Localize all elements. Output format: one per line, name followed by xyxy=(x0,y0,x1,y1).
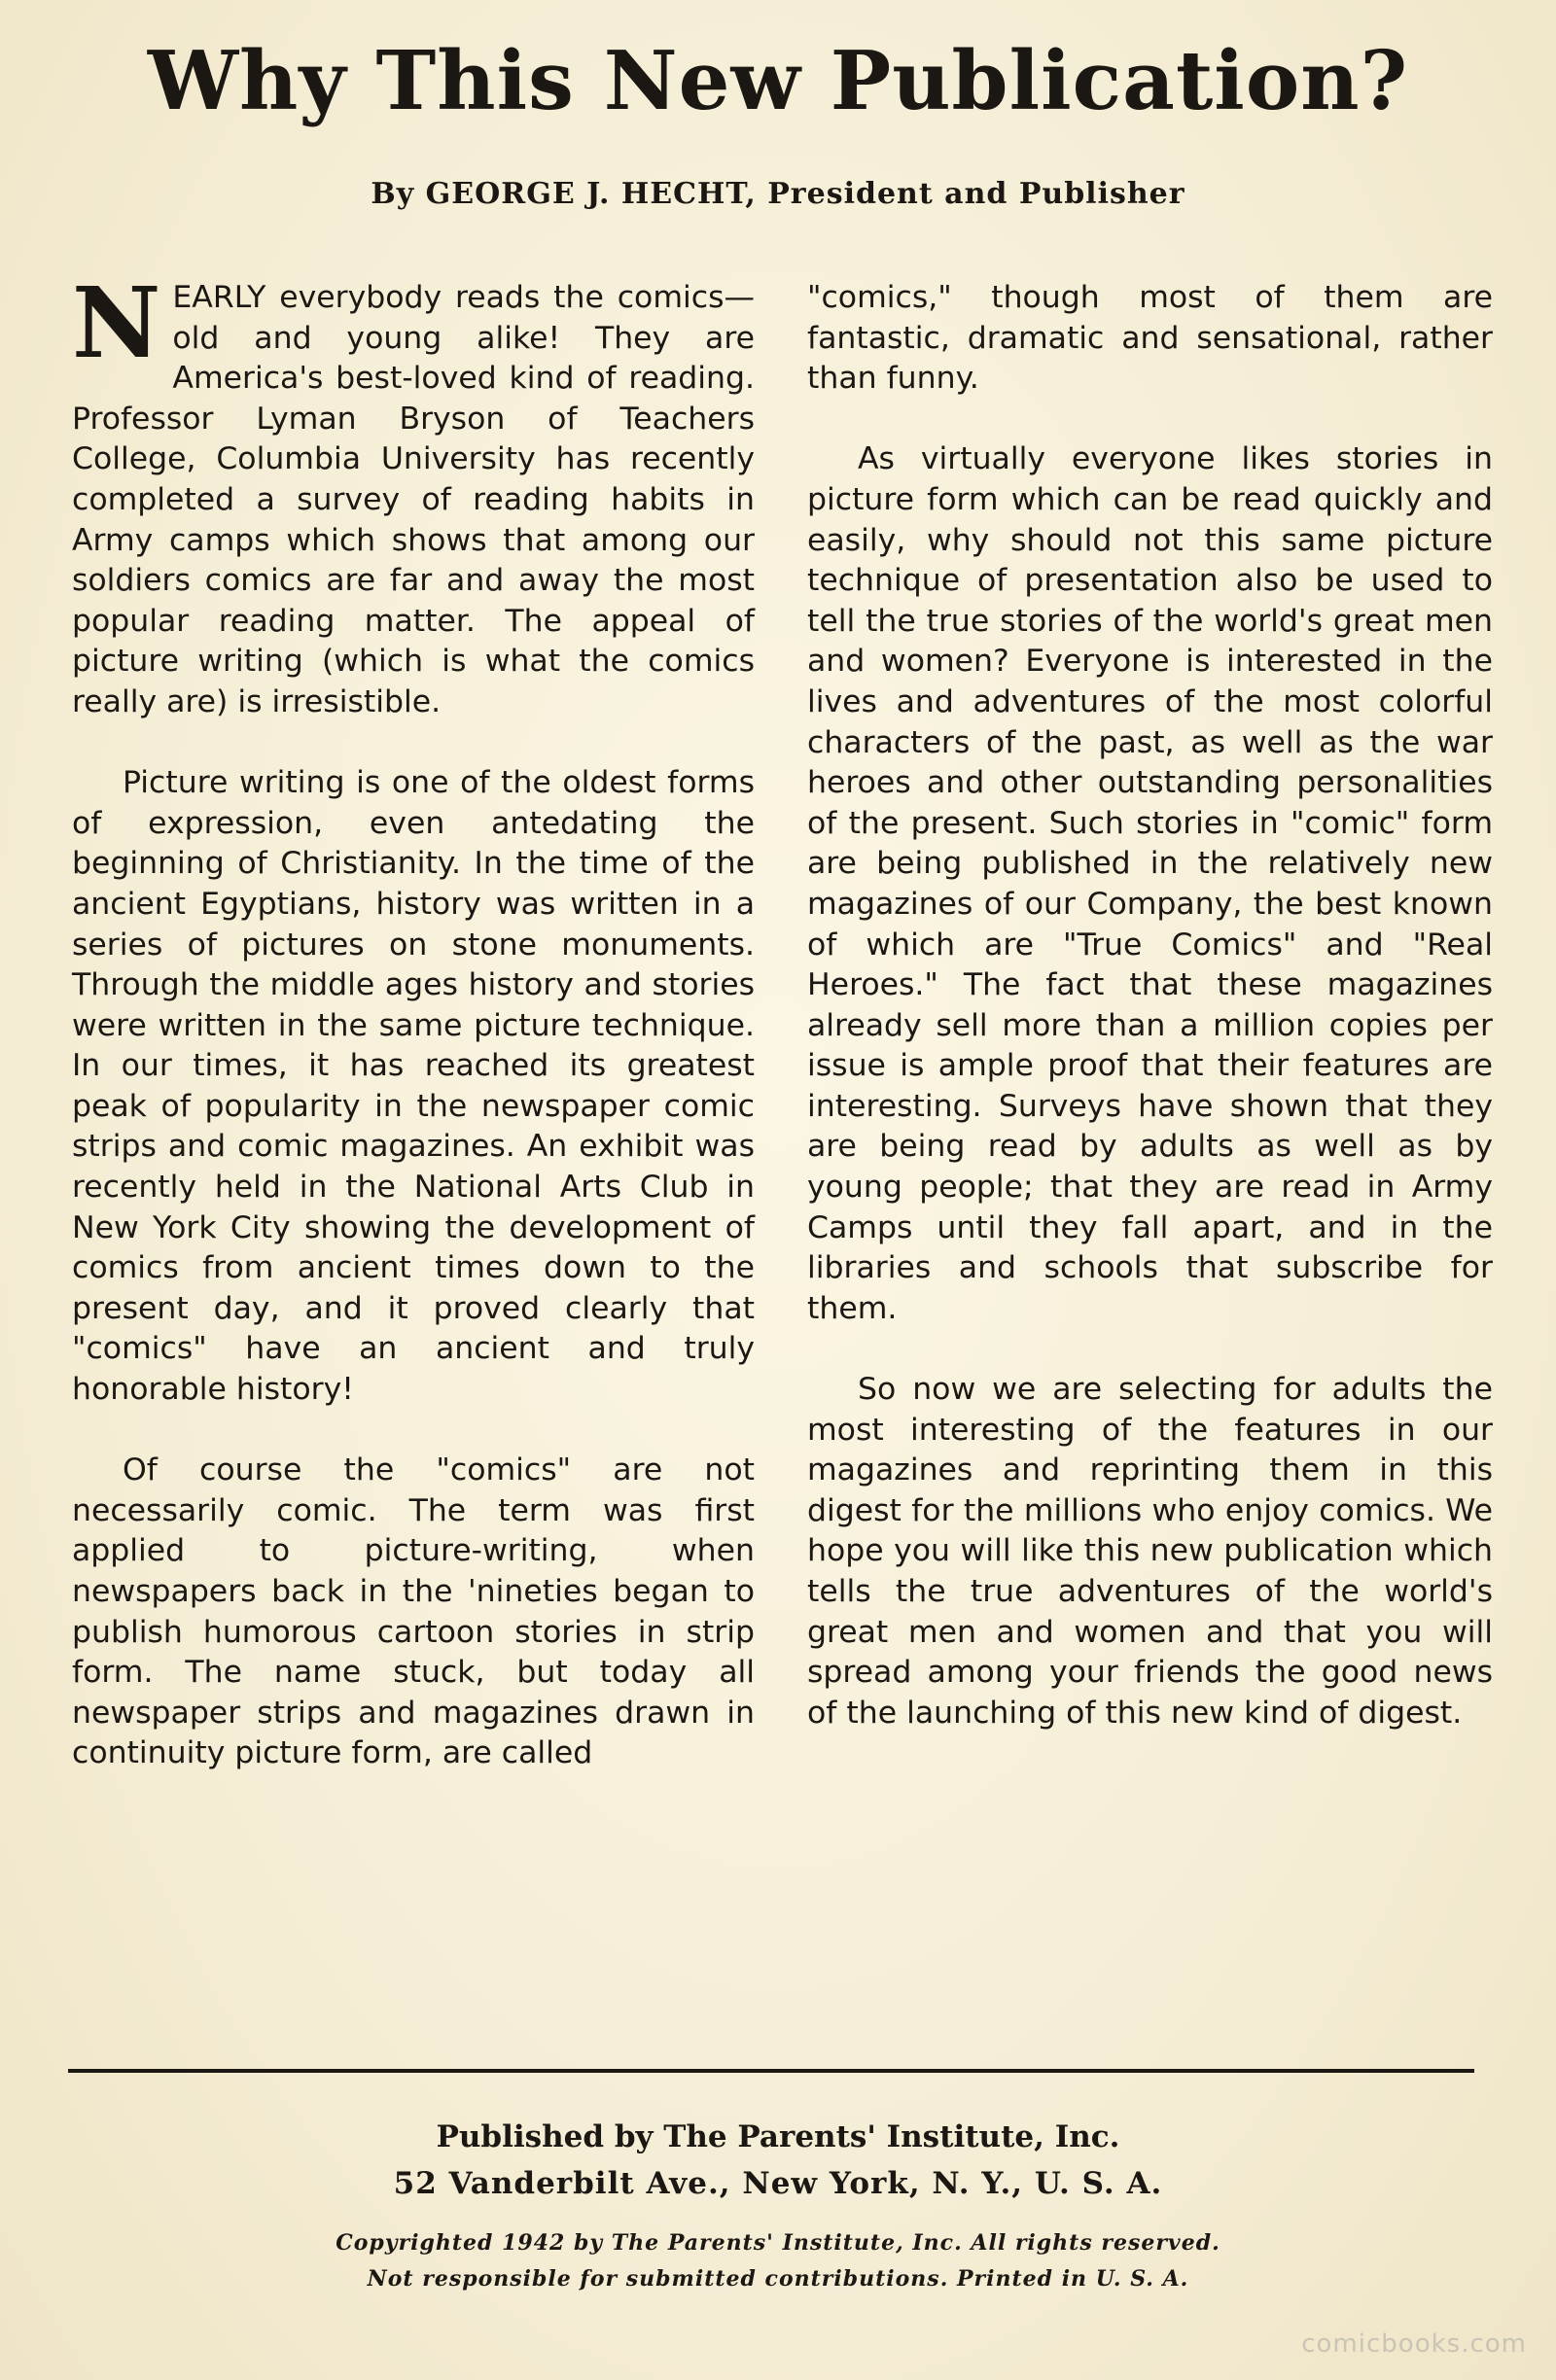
site-watermark: comicbooks.com xyxy=(1301,2329,1527,2359)
paragraph-1-text: EARLY everybody reads the comics—old and young alike! They are America's best-loved kind of reading. Professor Lyman Bryson of Teachers College, Columbia University has recently completed a survey of reading habits in Army camps which shows that among our soldiers comics are far and away the most popular reading matter. The appeal of picture writing (which is what the comics really are) is irresistible. xyxy=(72,280,755,719)
drop-cap: N xyxy=(72,265,161,380)
paragraph-3-continued: "comics," though most of them are fantastic, dramatic and sensational, rather than funny. xyxy=(807,280,1493,397)
footer-divider xyxy=(68,2069,1474,2073)
publisher-line: Published by The Parents' Institute, Inc. xyxy=(436,2119,1120,2154)
disclaimer-notice: Not responsible for submitted contributions. Printed in U. S. A. xyxy=(367,2266,1189,2292)
copyright-notice: Copyrighted 1942 by The Parents' Institute, Inc. All rights reserved. xyxy=(336,2230,1220,2256)
left-column xyxy=(72,265,755,1815)
paragraph-4: As virtually everyone likes stories in picture form which can be read quickly and easily, why should not this same picture technique of presentation also be used to tell the true stories of the world's great men and women? Everyone is interested in the lives and adventures of the most colorful characters of the past, as well as the war heroes and other outstanding personalities of the present. Such stories in "comic" form are being published in the relatively new magazines of our Company, the best known of which are "True Comics" and "Real Heroes." The fact that these magazines already sell more than a million copies per issue is ample proof that their features are interesting. Surveys have shown that they are being read by adults as well as by young people; that they are read in Army Camps until they fall apart, and in the libraries and schools that subscribe for them. xyxy=(807,441,1493,1326)
paragraph-1 xyxy=(72,265,755,723)
right-column xyxy=(807,278,1493,1774)
paragraph-5: So now we are selecting for adults the most interesting of the features in our magazines and reprinting them in this digest for the millions who enjoy comics. We hope you will like this new publication which tells the true adventures of the world's great men and women and that you will spread among your friends the good news of the launching of this new kind of digest. xyxy=(807,1372,1493,1731)
paragraph-2: Picture writing is one of the oldest forms of expression, even antedating the beginning of Christianity. In the time of the ancient Egyptians, history was written in a series of pictures on stone monuments. Through the middle ages history and stories were written in the same picture technique. In our times, it has reached its greatest peak of popularity in the newspaper comic strips and comic magazines. An exhibit was recently held in the National Arts Club in New York City showing the development of comics from ancient times down to the present day, and it proved clearly that "comics" have an ancient and truly honorable history! xyxy=(72,765,755,1408)
publisher-address: 52 Vanderbilt Ave., New York, N. Y., U. S. A. xyxy=(393,2166,1163,2201)
article-title: Why This New Publication? xyxy=(147,33,1409,128)
paragraph-3: Of course the "comics" are not necessarily comic. The term was first applied to picture-writing, when newspapers back in the 'nineties began to publish humorous cartoon stories in strip form. The name stuck, but today all newspaper strips and magazines drawn in continuity picture form, are called xyxy=(72,1452,755,1771)
article-byline: By GEORGE J. HECHT, President and Publisher xyxy=(371,177,1185,211)
